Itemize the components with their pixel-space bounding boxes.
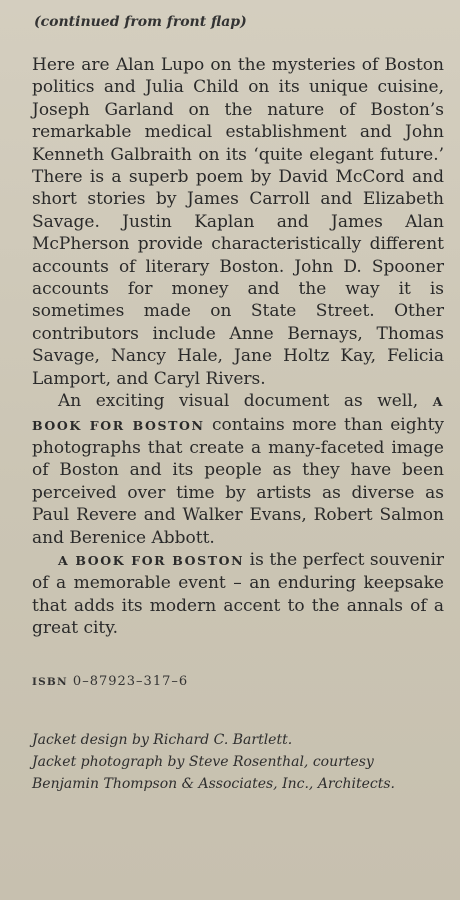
jacket-credits	[32, 729, 444, 795]
credit-firm: Benjamin Thompson & Associates, Inc., Architects.	[32, 775, 395, 792]
paragraph-souvenir	[32, 549, 444, 640]
isbn	[32, 674, 444, 689]
continued-note: (continued from front flap)	[34, 14, 247, 30]
isbn-label: ISBN	[32, 675, 68, 688]
credit-photo: Jacket photograph by Steve Rosenthal, courtesy	[32, 753, 374, 770]
isbn-number: 0–87923–317–6	[72, 673, 189, 689]
paragraph-contributors: Here are Alan Lupo on the mysteries of Boston politics and Julia Child on its unique cuisine, Joseph Garland on the nature of Boston’s remarkable medical establishment and John Kenneth Galbraith on its ‘quite elegant future.’ There is a superb poem by David McCord and short stories by James Carroll and Elizabeth Savage. Justin Kaplan and James Alan McPherson provide characteristically different accounts of literary Boston. John D. Spooner accounts for money and the way it is sometimes made on State Street. Other contributors include Anne Bernays, Thomas Savage, Nancy Hale, Jane Holtz Kay, Felicia Lamport, and Caryl Rivers.	[32, 55, 444, 389]
paragraph-photographs	[32, 390, 444, 549]
book-title-smallcaps: A BOOK FOR BOSTON	[32, 394, 444, 433]
credit-design: Jacket design by Richard C. Bartlett.	[32, 731, 293, 748]
paragraph-text: contains more than eighty photographs that create a many-faceted image of Boston and its people as they have been perceived over time by artists as diverse as Paul Revere and Walker Evans, Robert Salmon and Berenice Abbott.	[32, 414, 444, 548]
paragraph-lead: An exciting visual document as well,	[58, 391, 419, 412]
book-title-smallcaps: A BOOK FOR BOSTON	[58, 552, 245, 568]
paragraph-text: is the perfect souvenir of a memorable event – an enduring keepsake that adds its modern accent to the annals of a great city.	[32, 549, 445, 639]
flap-body	[32, 54, 444, 640]
